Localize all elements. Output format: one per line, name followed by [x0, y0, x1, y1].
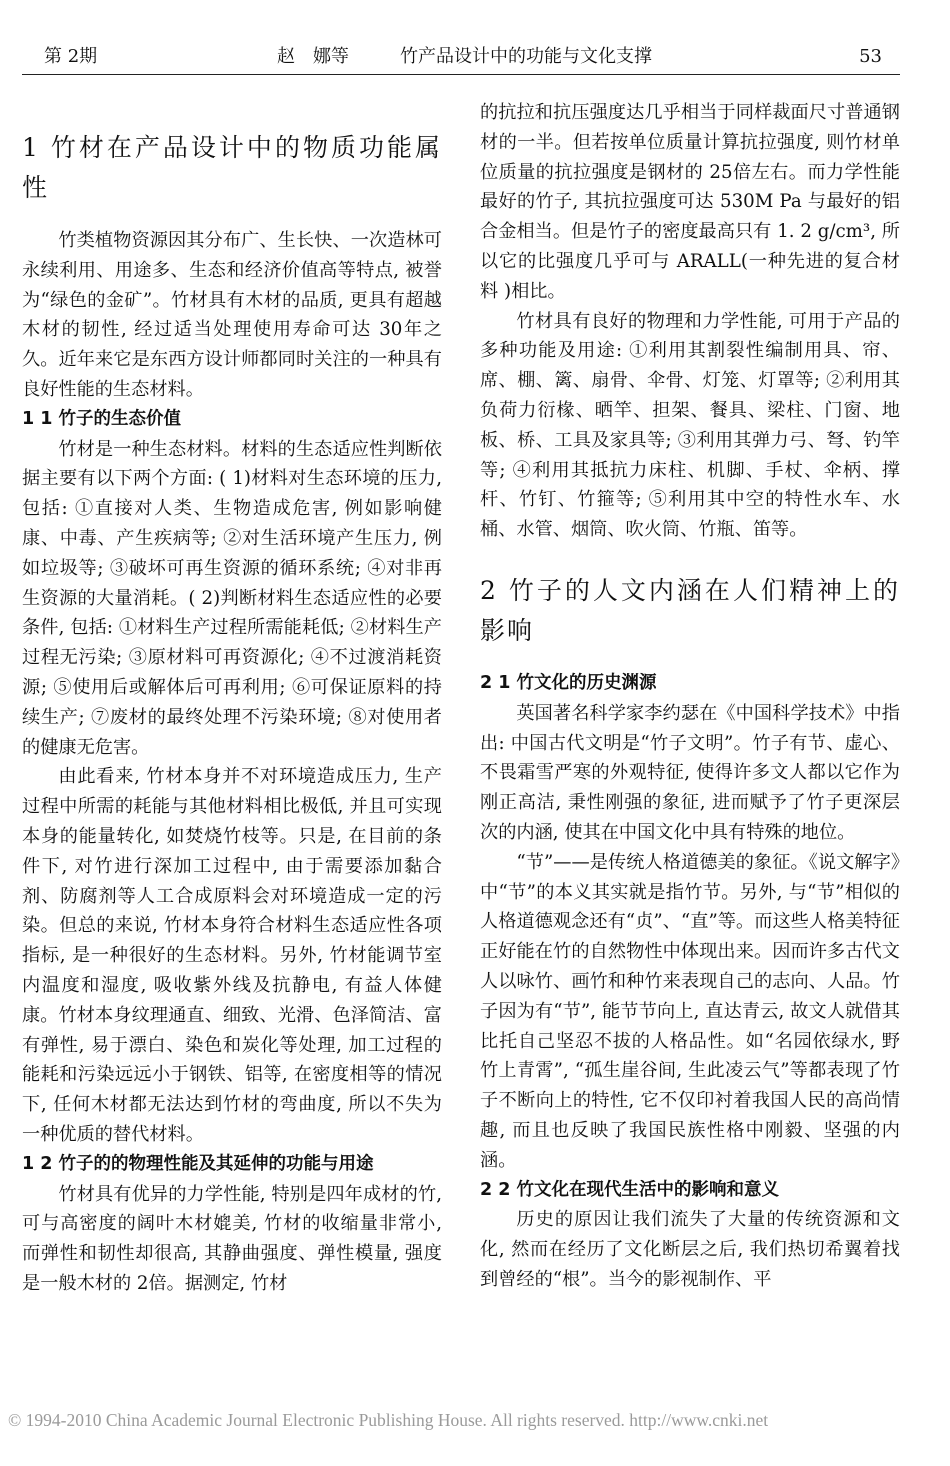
subsection-1-1-paragraph-2: 由此看来, 竹材本身并不对环境造成压力, 生产过程中所需的耗能与其他材料相比极低, 并且可实现本身的能量转化, 如焚烧竹枝等。只是, 在目前的条件下, 对竹进行深加工过程中, 由于需要添加黏合剂、防腐剂等人工合成原料会对环境造成一定的污染。但总的来说, 竹材本身符合材料生态适应性各项指标, 是一种很好的生态材料。另外, 竹材能调节室内温度和湿度, 吸收紫外线及抗静电, 有益人体健康。竹材本身纹理通直、细致、光滑、色泽简洁、富有弹性, 易于漂白、染色和炭化等处理, 加工过程的能耗和污染远远小于钢铁、铝等, 在密度相等的情况下, 任何木材都无法达到竹材的弯曲度, 所以不失为一种优质的替代材料。 [22, 766, 442, 1145]
copyright-footer: © 1994-2010 China Academic Journal Electronic Publishing House. All rights reserved. http://www.cnki.net [8, 1410, 769, 1430]
page-number: 53 [859, 46, 882, 67]
subsection-1-2-heading: 1 2 竹子的的物理性能及其延伸的功能与用途 [22, 1153, 374, 1174]
subsection-1-2-paragraph-1: 竹材具有优异的力学性能, 特别是四年成材的竹, 可与高密度的阔叶木材媲美, 竹材的收缩量非常小, 而弹性和韧性却很高, 其静曲强度、弹性模量, 强度是一般木材的 2倍。据测定, 竹材 [22, 1183, 442, 1294]
subsection-2-1-heading: 2 1 竹文化的历史渊源 [480, 672, 657, 693]
subsection-1-1-paragraph-1: 竹材是一种生态材料。材料的生态适应性判断依据主要有以下两个方面: ( 1)材料对生态环境的压力, 包括: ①直接对人类、生物造成危害, 例如影响健康、中毒、产生疾病等; ②对生活环境产生压力, 例如垃圾等; ③破坏可再生资源的循环系统; ④对非再生资源的大量消耗。( 2)判断材料生态适应性的必要条件, 包括: ①材料生产过程所需能耗低; ②材料生产过程无污染; ③原材料可再资源化; ④不过渡消耗资源; ⑤使用后或解体后可再利用; ⑥可保证原料的持续生产; ⑦废材的最终处理不污染环境; ⑧对使用者的健康无危害。 [22, 438, 442, 758]
right-column [480, 98, 900, 1295]
section-1-heading: 1 竹材在产品设计中的物质功能属性 [22, 133, 442, 202]
section-1-paragraph: 竹类植物资源因其分布广、生长快、一次造林可永续利用、用途多、生态和经济价值高等特点, 被誉为“绿色的金矿”。竹材具有木材的品质, 更具有超越木材的韧性, 经过适当处理使用寿命可达 30年之久。近年来它是东西方设计师都同时关注的一种具有良好性能的生态材料。 [22, 230, 442, 400]
subsection-1-1-heading: 1 1 竹子的生态价值 [22, 408, 182, 429]
uses-paragraph: 竹材具有良好的物理和力学性能, 可用于产品的多种功能及用途: ①利用其割裂性编制用具、帘、席、棚、篱、扇骨、伞骨、灯笼、灯罩等; ②利用其负荷力衍椽、晒竿、担架、餐具、梁柱、门窗、地板、桥、工具及家具等; ③利用其弹力弓、弩、钓竿等; ④利用其抵抗力床柱、机脚、手杖、伞柄、撑杆、竹钉、竹箍等; ⑤利用其中空的特性水车、水桶、水管、烟筒、吹火筒、竹瓶、笛等。 [480, 310, 900, 541]
subsection-2-2-paragraph-1: 历史的原因让我们流失了大量的传统资源和文化, 然而在经历了文化断层之后, 我们热切希翼着找到曾经的“根”。当今的影视制作、平 [480, 1209, 900, 1290]
running-header [22, 40, 900, 75]
issue-label: 第 2期 [44, 46, 98, 67]
authors-label: 赵 娜等 [277, 46, 349, 67]
subsection-2-1-paragraph-1: 英国著名科学家李约瑟在《中国科学技术》中指出: 中国古代文明是“竹子文明”。竹子有节、虚心、不畏霜雪严寒的外观特征, 使得许多文人都以它作为刚正高洁, 秉性刚强的象征, 进而赋予了竹子更深层次的内涵, 使其在中国文化中具有特殊的地位。 [480, 702, 900, 843]
left-column [22, 90, 442, 1299]
continued-paragraph: 的抗拉和抗压强度达几乎相当于同样裁面尺寸普通钢材的一半。但若按单位质量计算抗拉强度, 则竹材单位质量的抗拉强度是钢材的 25倍左右。而力学性能最好的竹子, 其抗拉强度可达 530M Pa 与最好的铝合金相当。但是竹子的密度最高只有 1. 2 g/cm³, 所以它的比强度几乎可与 ARALL(一种先进的复合材料 )相比。 [480, 102, 900, 302]
article-title: 竹产品设计中的功能与文化支撑 [400, 46, 652, 67]
section-2-heading: 2 竹子的人文内涵在人们精神上的影响 [480, 575, 900, 645]
subsection-2-1-paragraph-2: “节”——是传统人格道德美的象征。《说文解字》中“节”的本义其实就是指竹节。另外, 与“节”相似的人格道德观念还有“贞”、“直”等。而这些人格美特征正好能在竹的自然物性中体现出来。因而许多古代文人以咏竹、画竹和种竹来表现自己的志向、人品。竹子因为有“节”, 能节节向上, 直达青云, 故文人就借其比托自己坚忍不拔的人格品性。如“名园依绿水, 野竹上青霄”, “孤生崖谷间, 生此凌云气”等都表现了竹子不断向上的特性, 它不仅印衬着我国人民的高尚情趣, 而且也反映了我国民族性格中刚毅、坚强的内涵。 [480, 851, 900, 1171]
subsection-2-2-heading: 2 2 竹文化在现代生活中的影响和意义 [480, 1179, 780, 1200]
